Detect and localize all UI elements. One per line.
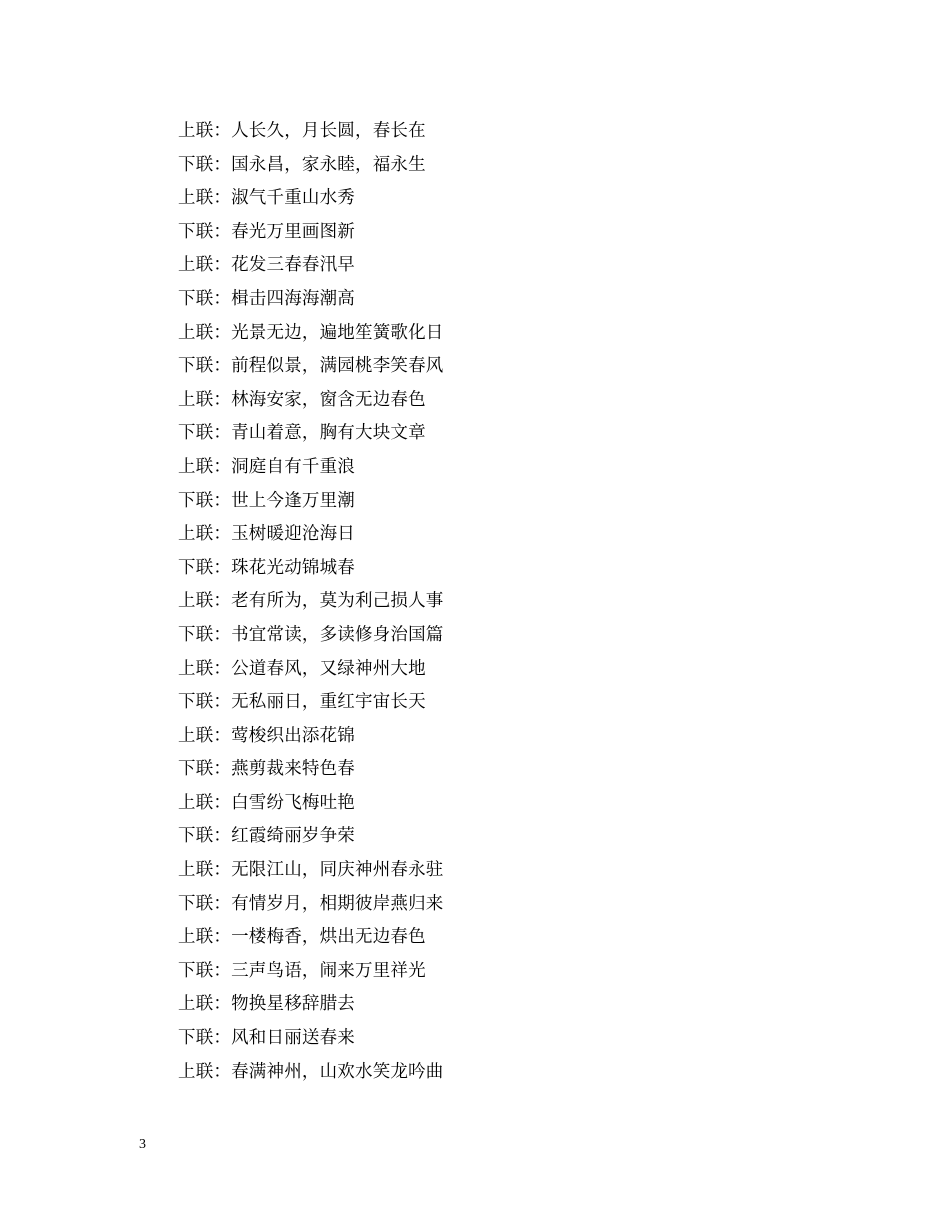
couplet-line: 下联：楫击四海海潮高	[178, 288, 355, 309]
couplet-line: 下联：国永昌，家永睦，福永生	[178, 154, 426, 175]
couplet-line: 上联：物换星移辞腊去	[178, 994, 355, 1015]
couplet-line: 上联：老有所为，莫为利己损人事	[178, 591, 444, 612]
couplet-line: 下联：燕剪裁来特色春	[178, 759, 355, 780]
couplet-line: 上联：淑气千重山水秀	[178, 188, 355, 209]
couplet-line: 下联：无私丽日，重红宇宙长天	[178, 692, 426, 713]
couplet-line: 下联：青山着意，胸有大块文章	[178, 423, 426, 444]
couplet-line: 上联：洞庭自有千重浪	[178, 456, 355, 477]
couplet-line: 上联：春满神州，山欢水笑龙吟曲	[178, 1061, 444, 1082]
couplet-line: 下联：春光万里画图新	[178, 221, 355, 242]
couplet-line: 下联：有情岁月，相期彼岸燕归来	[178, 893, 444, 914]
couplet-line: 下联：风和日丽送春来	[178, 1028, 355, 1049]
couplet-line: 上联：玉树暖迎沧海日	[178, 524, 355, 545]
couplet-line: 上联：林海安家，窗含无边春色	[178, 389, 426, 410]
couplet-line: 下联：世上今逢万里潮	[178, 490, 355, 511]
couplet-line: 下联：书宜常读，多读修身治国篇	[178, 624, 444, 645]
couplet-line: 下联：三声鸟语，闹来万里祥光	[178, 960, 426, 981]
couplet-line: 上联：一楼梅香，烘出无边春色	[178, 927, 426, 948]
couplet-line: 下联：珠花光动锦城春	[178, 557, 355, 578]
couplet-list	[178, 116, 878, 1090]
page-number: 3	[139, 1137, 146, 1152]
couplet-line: 上联：光景无边，遍地笙簧歌化日	[178, 322, 444, 343]
couplet-line: 上联：公道春风，又绿神州大地	[178, 658, 426, 679]
couplet-line: 上联：莺梭织出添花锦	[178, 725, 355, 746]
couplet-line: 上联：人长久，月长圆，春长在	[178, 121, 426, 141]
couplet-line: 上联：无限江山，同庆神州春永驻	[178, 860, 444, 881]
couplet-line: 下联：红霞绮丽岁争荣	[178, 826, 355, 847]
couplet-line: 上联：花发三春春汛早	[178, 255, 355, 276]
couplet-line: 上联：白雪纷飞梅吐艳	[178, 792, 355, 813]
couplet-line: 下联：前程似景，满园桃李笑春风	[178, 356, 444, 377]
